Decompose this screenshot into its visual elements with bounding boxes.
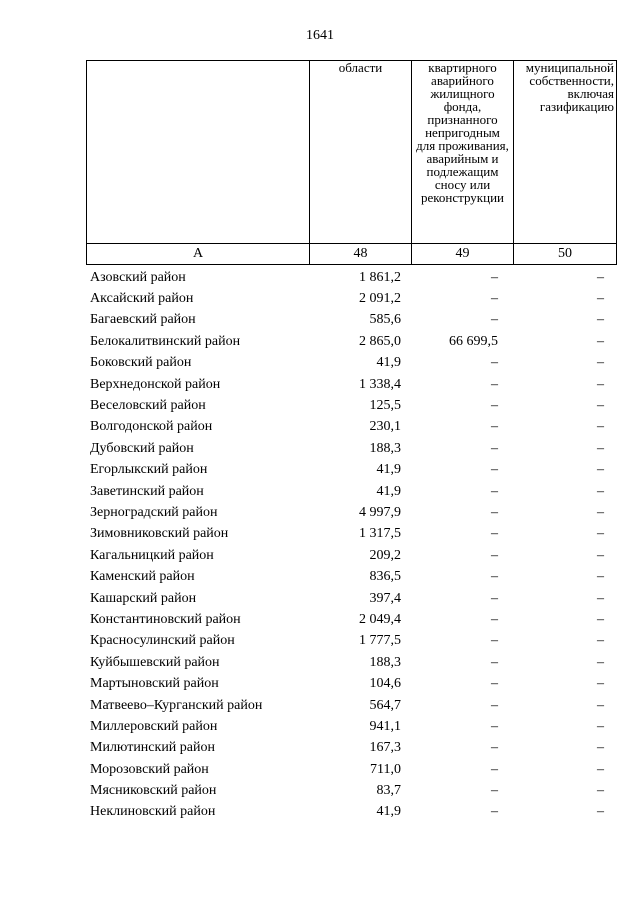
table-body <box>86 267 608 823</box>
row-name: Милютинский район <box>90 740 216 756</box>
table-row <box>86 438 608 459</box>
row-value-48: 167,3 <box>369 740 401 756</box>
table-row <box>86 588 608 609</box>
table-row <box>86 759 608 780</box>
row-value-49: – <box>491 504 498 520</box>
table-row <box>86 267 608 288</box>
index-49: 49 <box>412 244 514 265</box>
row-value-50: – <box>597 804 604 820</box>
index-50: 50 <box>514 244 617 265</box>
row-value-48: 2 865,0 <box>359 333 401 349</box>
table-row <box>86 331 608 352</box>
row-value-50: – <box>597 355 604 371</box>
row-value-49: – <box>491 291 498 307</box>
row-name: Матвеево–Курганский район <box>90 697 263 713</box>
row-name: Зимовниковский район <box>90 526 229 542</box>
table-row <box>86 502 608 523</box>
row-value-49: 66 699,5 <box>449 333 498 349</box>
table-row <box>86 716 608 737</box>
row-name: Красносулинский район <box>90 633 235 649</box>
row-value-49: – <box>491 804 498 820</box>
row-name: Багаевский район <box>90 312 196 328</box>
row-value-50: – <box>597 504 604 520</box>
table-row <box>86 695 608 716</box>
row-value-49: – <box>491 547 498 563</box>
row-value-48: 1 861,2 <box>359 269 401 285</box>
row-value-48: 4 997,9 <box>359 504 401 520</box>
row-name: Заветинский район <box>90 483 204 499</box>
table-row <box>86 673 608 694</box>
row-value-50: – <box>597 761 604 777</box>
table-header <box>86 60 617 265</box>
row-value-49: – <box>491 761 498 777</box>
row-value-50: – <box>597 526 604 542</box>
row-value-50: – <box>597 398 604 414</box>
row-value-50: – <box>597 654 604 670</box>
row-value-50: – <box>597 611 604 627</box>
row-value-48: 1 317,5 <box>359 526 401 542</box>
row-value-50: – <box>597 333 604 349</box>
row-name: Морозовский район <box>90 761 209 777</box>
row-value-49: – <box>491 783 498 799</box>
row-value-48: 1 777,5 <box>359 633 401 649</box>
row-value-48: 397,4 <box>369 590 401 606</box>
row-value-50: – <box>597 440 604 456</box>
table-row <box>86 288 608 309</box>
row-value-49: – <box>491 462 498 478</box>
table-row <box>86 481 608 502</box>
row-value-48: 188,3 <box>369 440 401 456</box>
row-value-48: 836,5 <box>369 569 401 585</box>
row-value-48: 2 091,2 <box>359 291 401 307</box>
table-row <box>86 738 608 759</box>
row-value-49: – <box>491 355 498 371</box>
row-value-49: – <box>491 633 498 649</box>
row-value-49: – <box>491 590 498 606</box>
table-row <box>86 631 608 652</box>
row-value-50: – <box>597 718 604 734</box>
table-row <box>86 460 608 481</box>
row-value-48: 564,7 <box>369 697 401 713</box>
row-name: Каменский район <box>90 569 195 585</box>
header-col-48: области <box>310 61 412 244</box>
row-value-49: – <box>491 483 498 499</box>
table-row <box>86 780 608 801</box>
table-row <box>86 374 608 395</box>
row-value-48: 2 049,4 <box>359 611 401 627</box>
row-name: Мартыновский район <box>90 676 219 692</box>
row-value-49: – <box>491 697 498 713</box>
row-value-50: – <box>597 483 604 499</box>
row-value-49: – <box>491 654 498 670</box>
row-value-50: – <box>597 740 604 756</box>
row-value-48: 711,0 <box>370 761 401 777</box>
row-value-48: 41,9 <box>376 483 401 499</box>
row-value-50: – <box>597 697 604 713</box>
row-value-50: – <box>597 291 604 307</box>
row-value-49: – <box>491 440 498 456</box>
row-value-48: 209,2 <box>369 547 401 563</box>
row-value-50: – <box>597 312 604 328</box>
row-name: Веселовский район <box>90 398 206 414</box>
row-name: Волгодонской район <box>90 419 213 435</box>
row-value-48: 1 338,4 <box>359 376 401 392</box>
row-name: Азовский район <box>90 269 186 285</box>
row-value-49: – <box>491 312 498 328</box>
header-index-row <box>87 244 617 265</box>
table-row <box>86 353 608 374</box>
table-row <box>86 310 608 331</box>
row-value-49: – <box>491 376 498 392</box>
row-name: Аксайский район <box>90 291 194 307</box>
row-value-49: – <box>491 718 498 734</box>
row-value-49: – <box>491 419 498 435</box>
row-name: Кашарский район <box>90 590 197 606</box>
row-value-48: 41,9 <box>376 355 401 371</box>
row-value-50: – <box>597 269 604 285</box>
row-name: Верхнедонской район <box>90 376 221 392</box>
table-row <box>86 417 608 438</box>
row-name: Егорлыкский район <box>90 462 208 478</box>
row-value-49: – <box>491 569 498 585</box>
row-value-48: 41,9 <box>376 804 401 820</box>
row-value-50: – <box>597 462 604 478</box>
table-row <box>86 609 608 630</box>
row-name: Мясниковский район <box>90 783 217 799</box>
row-value-48: 941,1 <box>369 718 401 734</box>
row-value-49: – <box>491 611 498 627</box>
row-value-50: – <box>597 676 604 692</box>
row-value-48: 83,7 <box>376 783 401 799</box>
row-value-50: – <box>597 590 604 606</box>
row-value-48: 125,5 <box>369 398 401 414</box>
row-value-48: 188,3 <box>369 654 401 670</box>
header-col-49: квартирного аварийного жилищного фонда, признанного непригодным для проживания, аварийным и подлежащим сносу или реконструкции <box>412 61 514 244</box>
row-value-48: 104,6 <box>369 676 401 692</box>
row-name: Боковский район <box>90 355 192 371</box>
row-value-50: – <box>597 376 604 392</box>
row-value-50: – <box>597 419 604 435</box>
row-value-50: – <box>597 633 604 649</box>
row-name: Зерноградский район <box>90 504 218 520</box>
row-name: Константиновский район <box>90 611 241 627</box>
row-value-50: – <box>597 569 604 585</box>
row-name: Неклиновский район <box>90 804 216 820</box>
row-name: Миллеровский район <box>90 718 218 734</box>
row-name: Дубовский район <box>90 440 194 456</box>
row-value-48: 230,1 <box>369 419 401 435</box>
index-48: 48 <box>310 244 412 265</box>
row-value-49: – <box>491 269 498 285</box>
page-number: 1641 <box>306 28 334 43</box>
row-value-49: – <box>491 676 498 692</box>
row-name: Куйбышевский район <box>90 654 220 670</box>
table-row <box>86 566 608 587</box>
table-row <box>86 545 608 566</box>
header-col-name <box>87 61 310 244</box>
table-row <box>86 395 608 416</box>
table-row <box>86 652 608 673</box>
header-row <box>87 61 617 244</box>
row-value-48: 585,6 <box>369 312 401 328</box>
row-value-48: 41,9 <box>376 462 401 478</box>
row-value-50: – <box>597 783 604 799</box>
row-name: Белокалитвинский район <box>90 333 241 349</box>
row-value-49: – <box>491 526 498 542</box>
row-value-50: – <box>597 547 604 563</box>
header-col-50: муниципальной собственности, включая газификацию <box>514 61 617 244</box>
row-value-49: – <box>491 740 498 756</box>
index-a: А <box>87 244 310 265</box>
row-name: Кагальницкий район <box>90 547 214 563</box>
table-row <box>86 524 608 545</box>
table-row <box>86 802 608 823</box>
row-value-49: – <box>491 398 498 414</box>
